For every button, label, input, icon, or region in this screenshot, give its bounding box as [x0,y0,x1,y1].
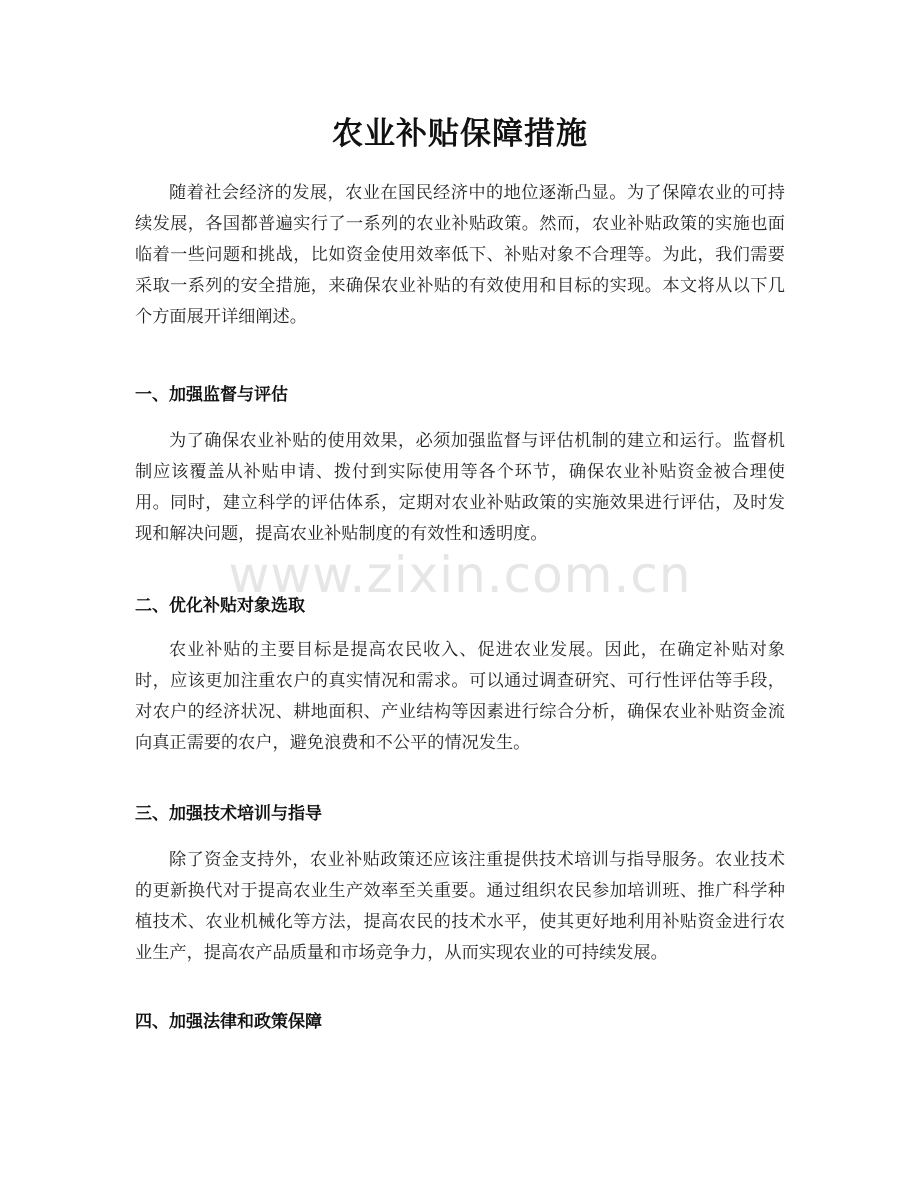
section-body-1: 为了确保农业补贴的使用效果，必须加强监督与评估机制的建立和运行。监督机制应该覆盖从补贴申请、拨付到实际使用等各个环节，确保农业补贴资金被合理使用。同时，建立科学的评估体系，定期对农业补贴政策的实施效果进行评估，及时发现和解决问题，提高农业补贴制度的有效性和透明度。 [135,431,785,544]
section-heading-4: 四、加强法律和政策保障 [135,1012,322,1032]
section-body-2: 农业补贴的主要目标是提高农民收入、促进农业发展。因此，在确定补贴对象时，应该更加注重农户的真实情况和需求。可以通过调查研究、可行性评估等手段，对农户的经济状况、耕地面积、产业结构等因素进行综合分析，确保农业补贴资金流向真正需要的农户，避免浪费和不公平的情况发生。 [135,640,785,753]
section-heading-1: 一、加强监督与评估 [135,385,288,405]
section-heading-3: 三、加强技术培训与指导 [135,804,322,824]
section-body-3: 除了资金支持外，农业补贴政策还应该注重提供技术培训与指导服务。农业技术的更新换代对于提高农业生产效率至关重要。通过组织农民参加培训班、推广科学种植技术、农业机械化等方法，提高农民的技术水平，使其更好地利用补贴资金进行农业生产，提高农产品质量和市场竞争力，从而实现农业的可持续发展。 [135,850,785,963]
section-heading-2: 二、优化补贴对象选取 [135,596,305,616]
intro-paragraph: 随着社会经济的发展，农业在国民经济中的地位逐渐凸显。为了保障农业的可持续发展，各国都普遍实行了一系列的农业补贴政策。然而，农业补贴政策的实施也面临着一些问题和挑战，比如资金使用效率低下、补贴对象不合理等。为此，我们需要采取一系列的安全措施，来确保农业补贴的有效使用和目标的实现。本文将从以下几个方面展开详细阐述。 [135,183,785,327]
document-title: 农业补贴保障措施 [332,116,588,152]
watermark-text: www.zixin.com.cn [228,546,692,604]
